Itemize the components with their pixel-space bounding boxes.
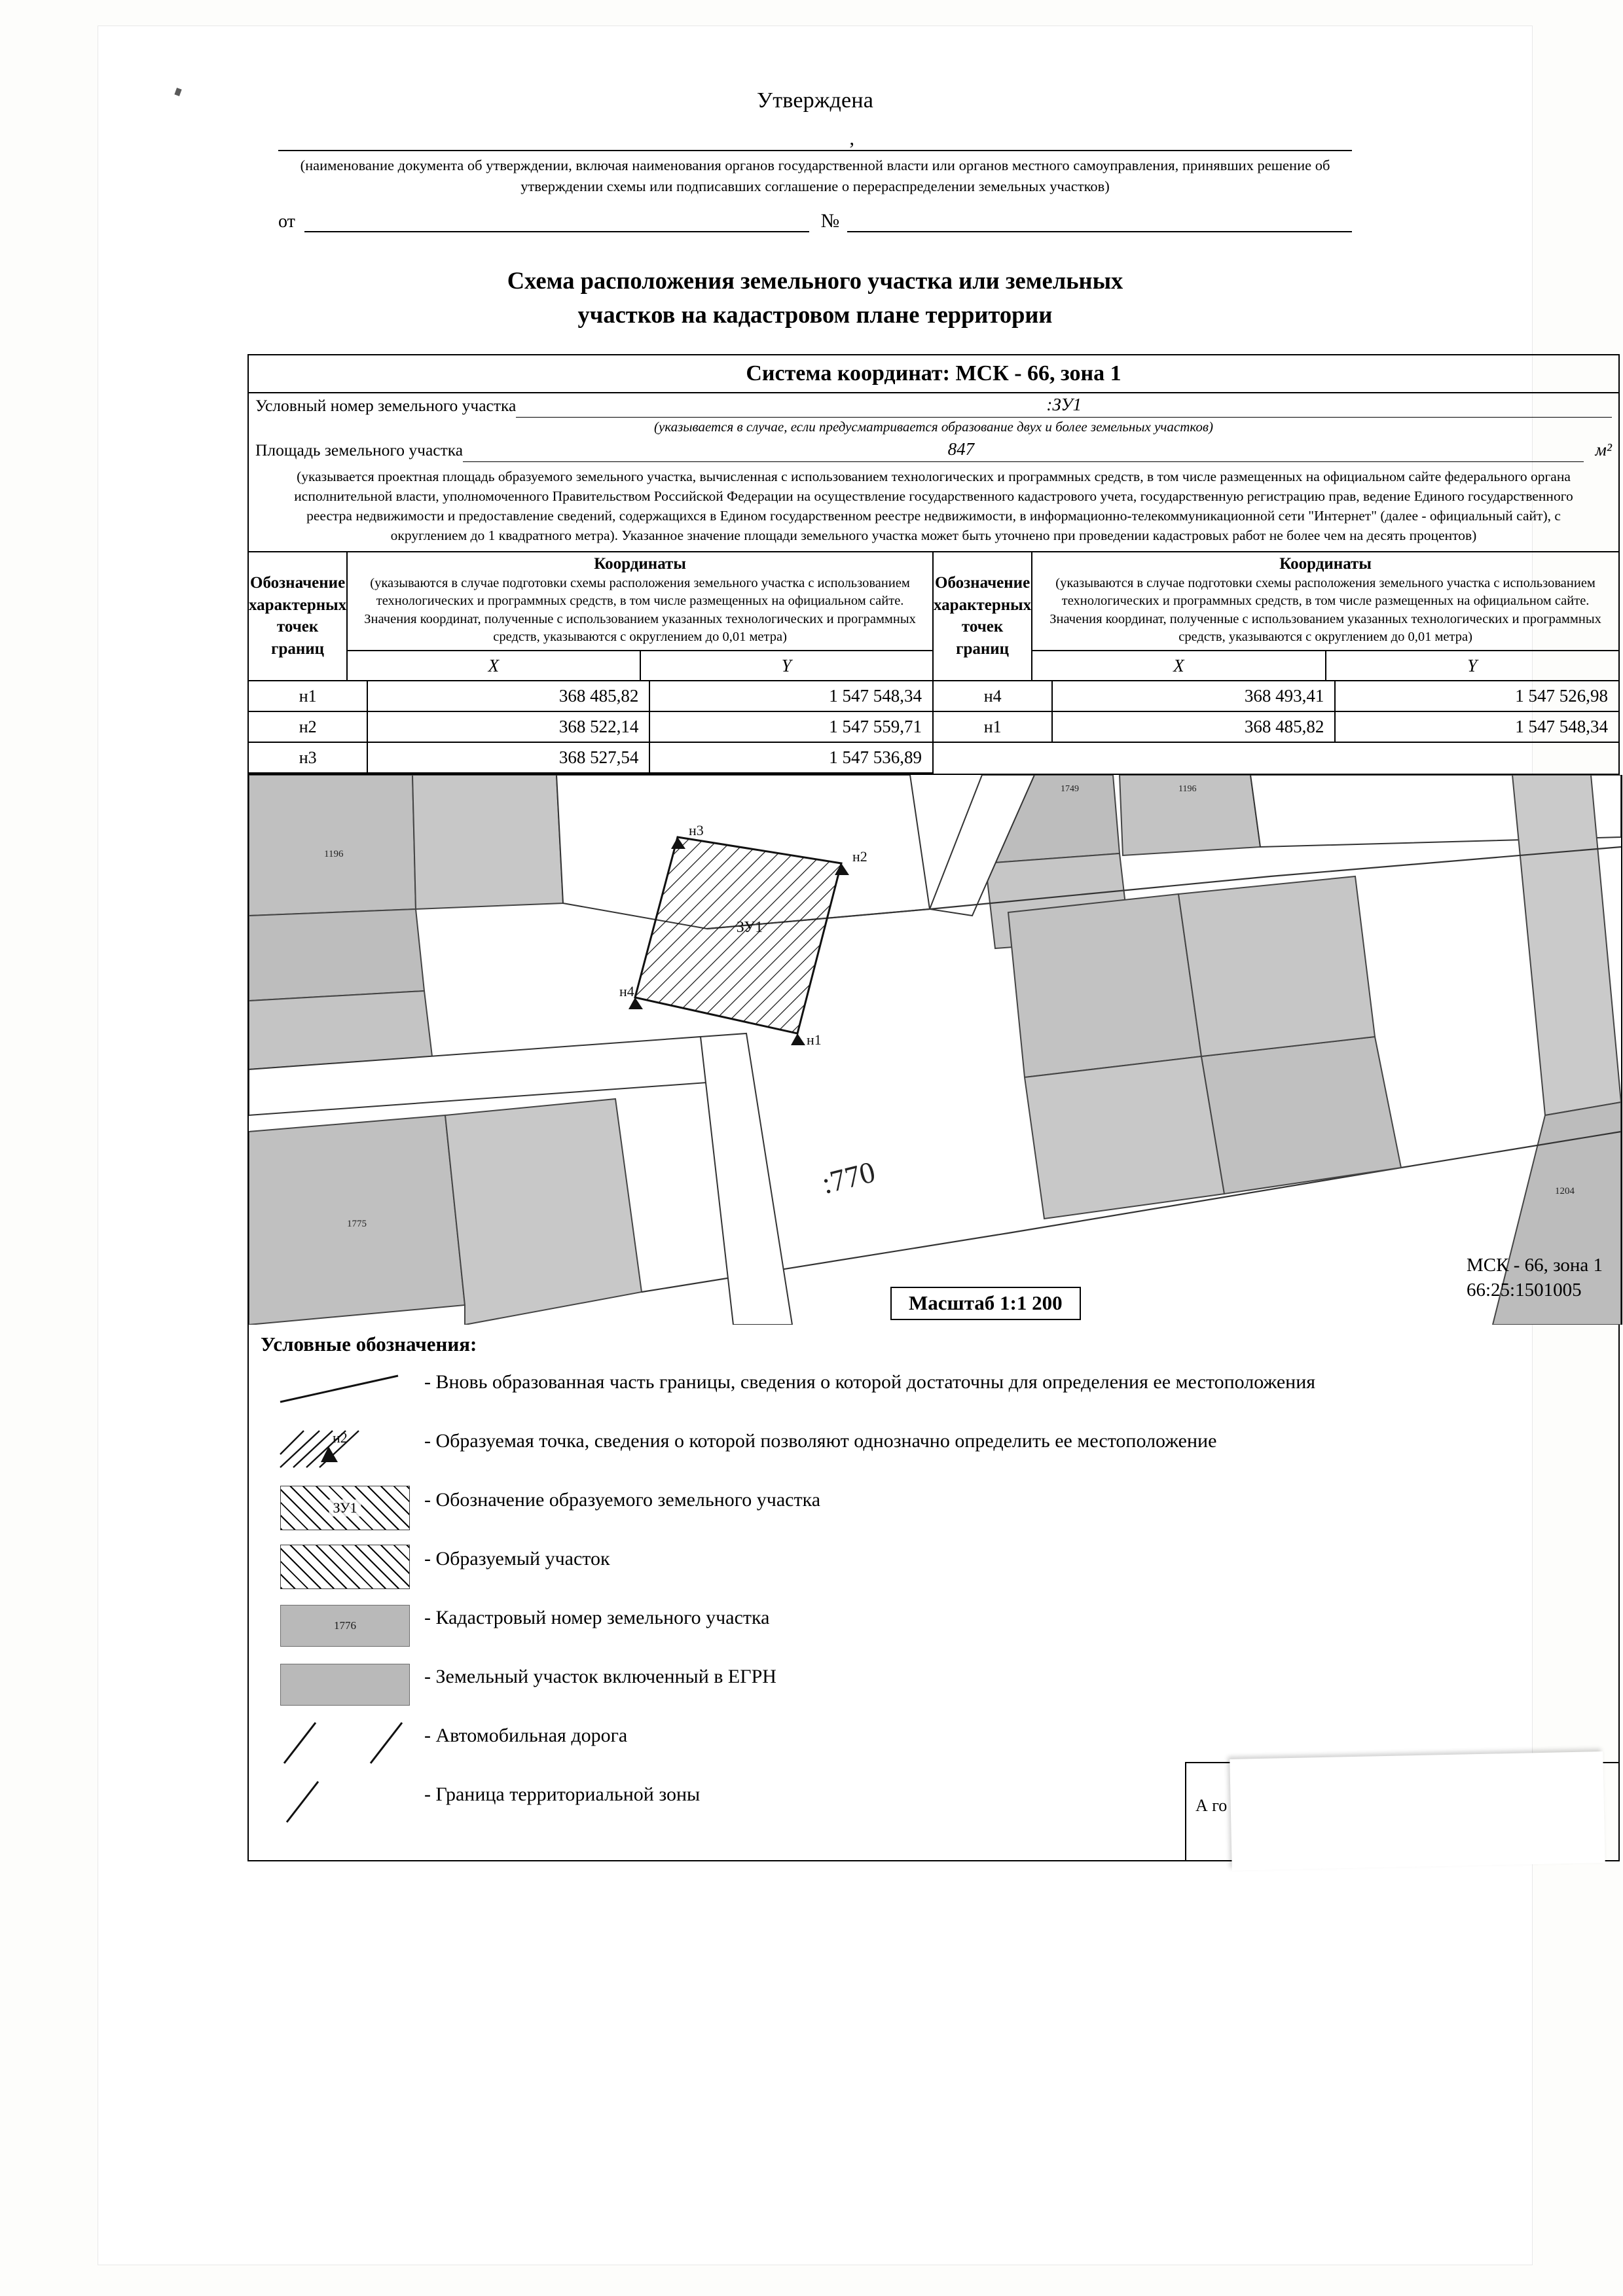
- map-scale-label: Масштаб 1:1 200: [890, 1287, 1081, 1320]
- col-y-left: Y: [781, 655, 792, 675]
- point-y: 1 547 559,71: [829, 716, 922, 736]
- legend-cadastral-number-icon: [261, 1601, 424, 1649]
- point-y: 1 547 548,34: [829, 685, 922, 706]
- legend-item-label: - Образуемый участок: [424, 1547, 610, 1570]
- approval-note: (наименование документа об утверждении, включая наименования органов государственной власти или органов местного самоуправления, принявших решение об утверждении схемы или подписавших соглашение о перераспределении земельных участков): [300, 157, 1330, 194]
- legend-formed-parcel-icon: [261, 1542, 424, 1590]
- col-y-right: Y: [1467, 655, 1478, 675]
- legend-territorial-zone-icon: [261, 1778, 424, 1826]
- svg-text:н1: н1: [807, 1031, 822, 1048]
- legend-item-label: - Граница территориальной зоны: [424, 1783, 701, 1805]
- legend-title: Условные обозначения:: [261, 1332, 477, 1355]
- svg-text:1204: 1204: [1555, 1185, 1575, 1196]
- legend-item-label: - Вновь образованная часть границы, сведения о которой достаточны для определения ее местоположения: [424, 1371, 1316, 1393]
- document-title-line2: участков на кадастровом плане территории: [577, 300, 1053, 328]
- point-x: 368 522,14: [368, 712, 650, 742]
- legend-item-label: - Земельный участок включенный в ЕГРН: [424, 1665, 776, 1687]
- legend-egrn-parcel-icon: [261, 1660, 424, 1708]
- coordinates-header-right: [934, 552, 1618, 680]
- area-field[interactable]: [463, 439, 1584, 462]
- table-row: [249, 681, 932, 712]
- coordinates-note-left: (указываются в случае подготовки схемы расположения земельного участка с использованием технологических и программных средств, в том числе размещенных на официальном сайте. Значения координат, полученные с использованием указанных технологических и программных средств, указываются с округлением до 0,01 метра): [348, 575, 932, 651]
- number-blank-line[interactable]: [847, 213, 1352, 232]
- list-item: [249, 1419, 1618, 1478]
- road-number: :770: [818, 1155, 879, 1200]
- document-sheet: [98, 26, 1612, 2265]
- designation-header-right: Обозначение характерных точек границ: [934, 552, 1032, 680]
- coordinates-note-right: (указываются в случае подготовки схемы расположения земельного участка с использованием технологических и программных средств, в том числе размещенных на официальном сайте. Значения координат, полученные с использованием указанных технологических и программных средств, указываются с округлением до 0,01 метра): [1032, 575, 1618, 651]
- conditional-number-row: [249, 393, 1618, 418]
- point-x: 368 527,54: [368, 743, 650, 772]
- legend: [247, 1325, 1620, 1861]
- area-note: (указывается проектная площадь образуемого земельного участка, вычисленная с использованием технологических и программных средств, в том числе размещенных на официальном сайте федерального органа исполнительной власти, уполномоченного Правительством Российской Федерации на осуществление государственного кадастрового учета, государственную регистрацию прав, ведение Единого государственного реестра недвижимости и предоставление сведений, содержащихся в Едином государственном реестре недвижимости, в информационно-телекоммуникационной сети "Интернет" (далее - официальный сайт), с округлением до 1 квадратного метра). Указанное значение площади земельного участка может быть уточнено при проведении кадастровых работ не более чем на десять процентов): [249, 462, 1618, 552]
- list-item: [249, 1596, 1618, 1655]
- from-label: от: [278, 211, 295, 232]
- designation-header-left: Обозначение характерных точек границ: [249, 552, 348, 680]
- parcel-info-table: [247, 354, 1620, 775]
- coordinate-system-title: Система координат: МСК - 66, зона 1: [249, 355, 1618, 393]
- table-row: [934, 712, 1618, 743]
- legend-point-symbol-icon: [261, 1424, 424, 1473]
- conditional-number-value: :ЗУ1: [1046, 394, 1082, 414]
- table-row-empty: [934, 743, 1618, 772]
- list-item: [249, 1360, 1618, 1419]
- point-label: н3: [249, 743, 368, 772]
- map-msk-line2: 66:25:1501005: [1467, 1280, 1582, 1301]
- approval-signature-line: [278, 128, 1352, 151]
- point-y: 1 547 536,89: [829, 747, 922, 767]
- coordinates-title-right: Координаты: [1279, 554, 1372, 573]
- svg-text:н2: н2: [333, 1429, 348, 1446]
- area-label: Площадь земельного участка: [255, 440, 464, 459]
- area-unit: м²: [1595, 439, 1612, 459]
- svg-text:1775: 1775: [347, 1218, 367, 1229]
- map-coordinate-system: [1467, 1253, 1603, 1303]
- legend-line-symbol-icon: [261, 1365, 424, 1414]
- footer-signature-block: А го: [1185, 1762, 1620, 1860]
- list-item: [249, 1478, 1618, 1537]
- number-label: №: [820, 209, 840, 232]
- coordinates-data: [249, 681, 1618, 774]
- legend-item-label: - Обозначение образуемого земельного участка: [424, 1488, 821, 1511]
- approval-comma: ,: [849, 128, 854, 149]
- point-x: 368 485,82: [368, 681, 650, 711]
- document-title-line1: Схема расположения земельного участка или земельных: [507, 266, 1123, 294]
- svg-text:н2: н2: [852, 848, 867, 865]
- point-label: н1: [249, 681, 368, 711]
- coordinates-column-left: [348, 552, 932, 680]
- legend-item-label: - Образуемая точка, сведения о которой позволяют однозначно определить ее местоположение: [424, 1429, 1217, 1452]
- table-row: [249, 743, 932, 774]
- point-label: н1: [934, 712, 1053, 742]
- coordinates-rows-left: [249, 681, 934, 774]
- legend-road-icon: [261, 1719, 424, 1767]
- paper-overlay: [1230, 1751, 1605, 1871]
- coordinates-column-right: [1032, 552, 1618, 680]
- conditional-number-label: Условный номер земельного участка: [255, 395, 517, 415]
- coordinates-header-row: [249, 552, 1618, 681]
- legend-parcel-designation-icon: [261, 1483, 424, 1532]
- list-item: [249, 1537, 1618, 1596]
- point-label: н4: [934, 681, 1053, 711]
- point-x: 368 485,82: [1053, 712, 1336, 742]
- svg-text:1749: 1749: [1061, 783, 1079, 794]
- area-row: [249, 438, 1618, 462]
- svg-text:1196: 1196: [1178, 783, 1197, 794]
- parcel-label: ЗУ1: [736, 918, 763, 936]
- coordinates-rows-right: [934, 681, 1618, 774]
- cadastral-map[interactable]: [247, 775, 1622, 1325]
- legend-item-label: - Кадастровый номер земельного участка: [424, 1606, 770, 1628]
- point-x: 368 493,41: [1053, 681, 1336, 711]
- xy-header-right: [1032, 651, 1618, 680]
- legend-item-label: - Автомобильная дорога: [424, 1724, 628, 1746]
- col-x-left: X: [348, 651, 640, 680]
- svg-text:1196: 1196: [324, 848, 344, 859]
- coordinates-header-left: [249, 552, 934, 680]
- list-item: [249, 1655, 1618, 1713]
- coordinates-title-left: Координаты: [594, 554, 686, 573]
- document-title: [98, 264, 1532, 332]
- col-x-right: X: [1032, 651, 1326, 680]
- date-blank-line[interactable]: [304, 213, 809, 232]
- point-label: н2: [249, 712, 368, 742]
- xy-header-left: [348, 651, 932, 680]
- svg-text:н4: н4: [619, 982, 634, 999]
- area-value: 847: [947, 439, 975, 459]
- point-y: 1 547 548,34: [1515, 716, 1608, 736]
- conditional-number-field[interactable]: [516, 395, 1612, 418]
- map-drawing: [249, 775, 1621, 1325]
- point-y: 1 547 526,98: [1515, 685, 1608, 706]
- table-row: [249, 712, 932, 743]
- table-row: [934, 681, 1618, 712]
- approved-heading: Утверждена: [756, 88, 874, 113]
- map-msk-line1: МСК - 66, зона 1: [1467, 1254, 1603, 1276]
- svg-text:н3: н3: [689, 821, 704, 838]
- conditional-number-note: (указывается в случае, если предусматривается образование двух и более земельных участков): [653, 418, 1214, 435]
- date-number-row: [278, 210, 1352, 232]
